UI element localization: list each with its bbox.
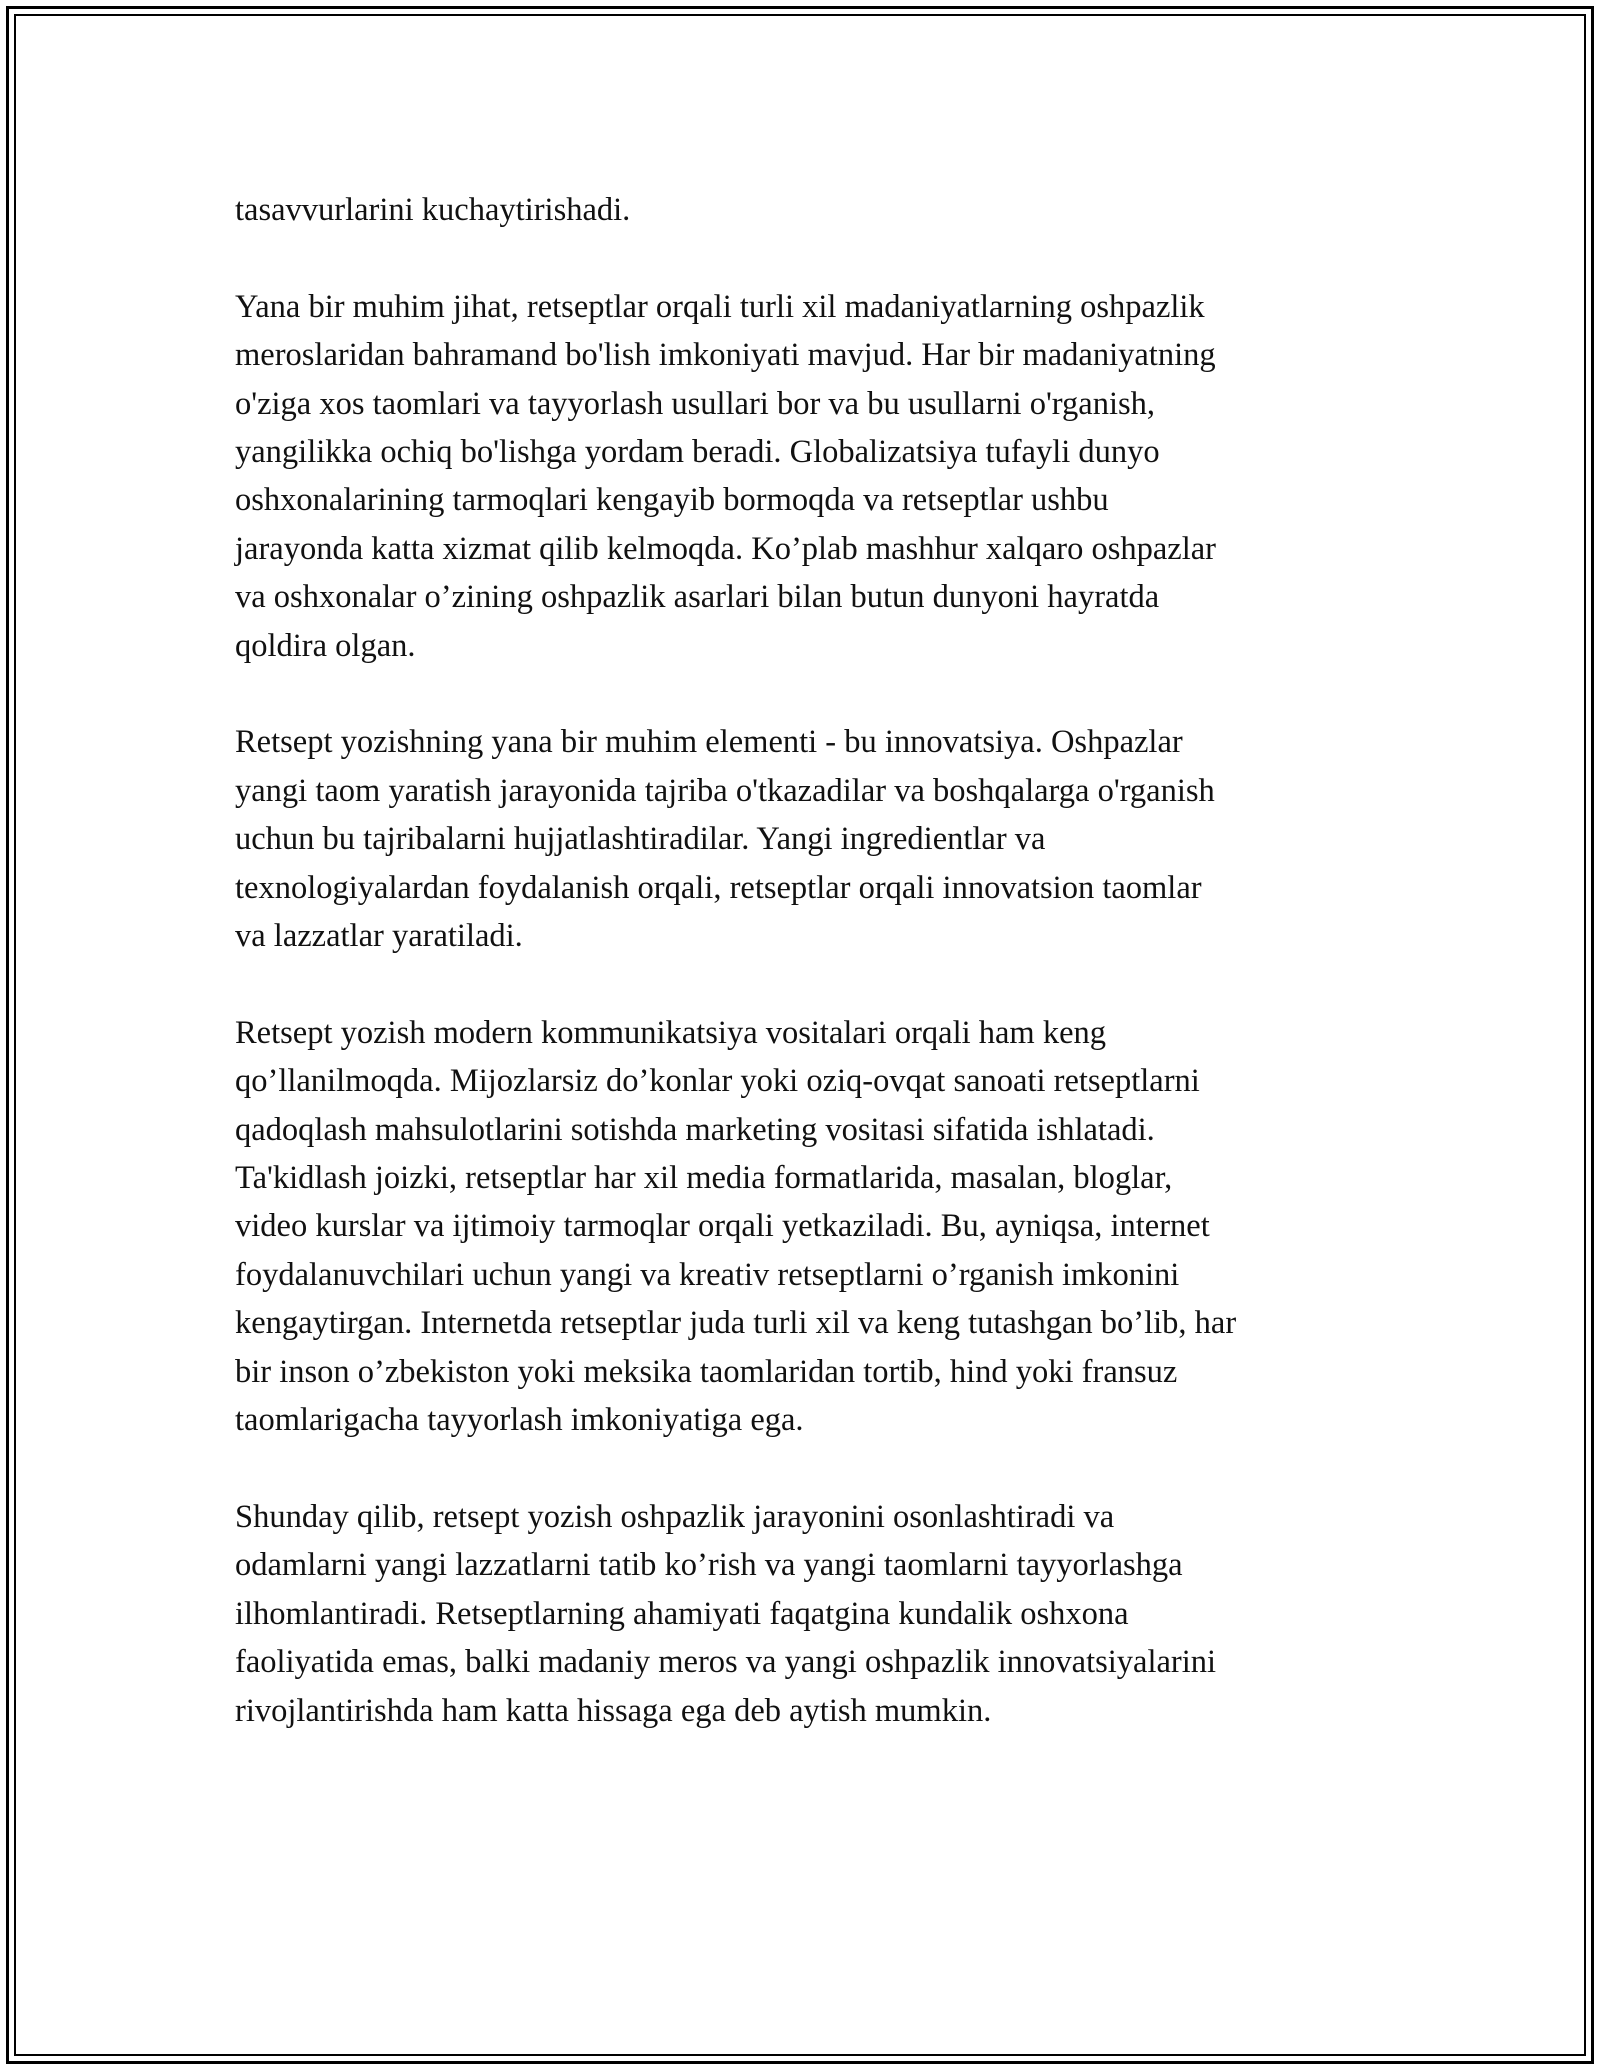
document-body [235, 186, 1375, 1783]
paragraph: Shunday qilib, retsept yozish oshpazlik jarayonini osonlashtiradi va odamlarni yangi lazzatlarni tatib ko’rish va yangi taomlarni tayyorlashga ilhomlantiradi. Retseptlarning ahamiyati faqatgina kundalik oshxona faoliyatida emas, balki madaniy meros va yangi oshpazlik innovatsiyalarini rivojlantirishda ham katta hissaga ega deb aytish mumkin. [235, 1498, 1217, 1729]
paragraph: Yana bir muhim jihat, retseptlar orqali turli xil madaniyatlarning oshpazlik meroslaridan bahramand bo'lish imkoniyati mavjud. Har bir madaniyatning o'ziga xos taomlari va tayyorlash usullari bor va bu usullarni o'rganish, yangilikka ochiq bo'lishga yordam beradi. Globalizatsiya tufayli dunyo oshxonalarining tarmoqlari kengayib bormoqda va retseptlar ushbu jarayonda katta xizmat qilib kelmoqda. Ko’plab mashhur xalqaro oshpazlar va oshxonalar o’zining oshpazlik asarlari bilan butun dunyoni hayratda qoldira olgan. [235, 288, 1216, 664]
paragraph: Retsept yozish modern kommunikatsiya vositalari orqali ham keng qo’llanilmoqda. Mijozlarsiz do’konlar yoki oziq-ovqat sanoati retseptlarni qadoqlash mahsulotlarini sotishda marketing vositasi sifatida ishlatadi. Ta'kidlash joizki, retseptlar har xil media formatlarida, masalan, bloglar, video kurslar va ijtimoiy tarmoqlar orqali yetkaziladi. Bu, ayniqsa, internet foydalanuvchilari uchun yangi va kreativ retseptlarni o’rganish imkonini kengaytirgan. Internetda retseptlar juda turli xil va keng tutashgan bo’lib, har bir inson o’zbekiston yoki meksika taomlaridan tortib, hind yoki fransuz taomlarigacha tayyorlash imkoniyatiga ega. [235, 1014, 1237, 1439]
paragraph: tasavvurlarini kuchaytirishadi. [235, 192, 631, 228]
paragraph: Retsept yozishning yana bir muhim elementi - bu innovatsiya. Oshpazlar yangi taom yaratish jarayonida tajriba o'tkazadilar va boshqalarga o'rganish uchun bu tajribalarni hujjatlashtiradilar. Yangi ingredientlar va texnologiyalardan foydalanish orqali, retseptlar orqali innovatsion taomlar va lazzatlar yaratiladi. [235, 724, 1215, 955]
